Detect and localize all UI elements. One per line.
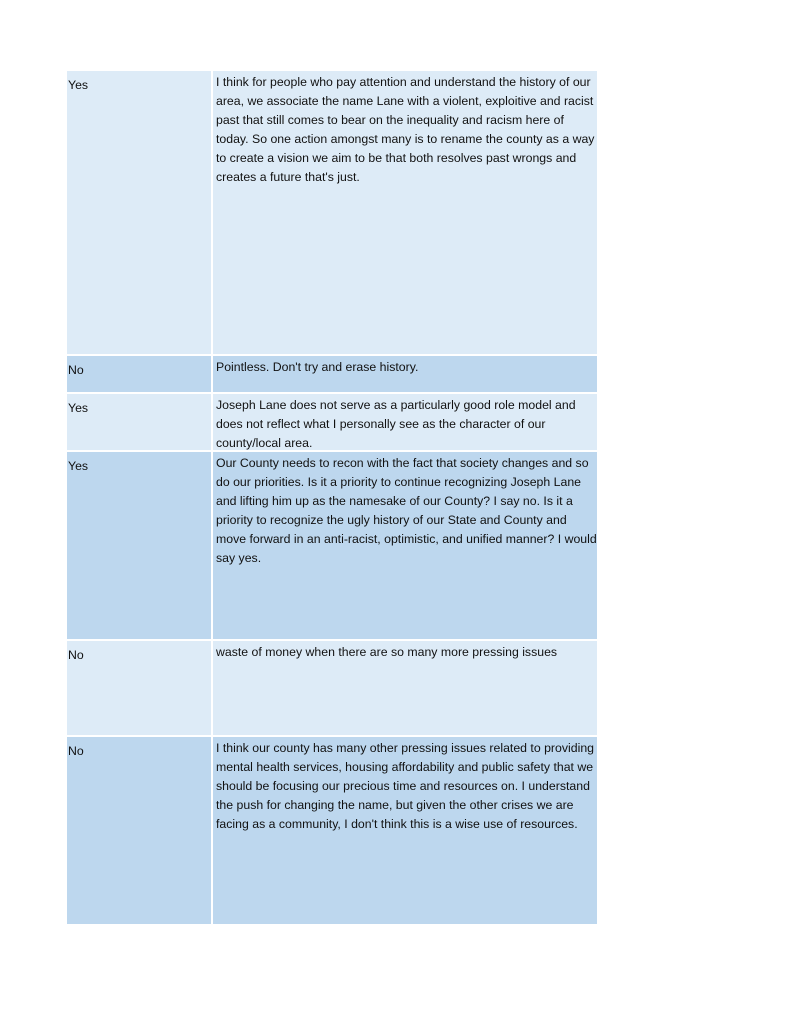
- comment-text: Our County needs to recon with the fact that society changes and so do our priorities. Is it a priority to continue recognizing Joseph Lane and lifting him up as the namesake of our County? I say no. Is it a priority to recognize the ugly history of our State and County and move forward in an anti-racist, optimistic, and unified manner? I would say yes.: [216, 456, 597, 565]
- answer-text: Yes: [68, 78, 89, 92]
- answer-text: Yes: [68, 459, 89, 473]
- comment-cell: [213, 452, 597, 639]
- table-row: [67, 641, 597, 737]
- comment-text: waste of money when there are so many more pressing issues: [216, 645, 558, 659]
- comment-text: Pointless. Don't try and erase history.: [216, 360, 419, 374]
- comment-text: I think our county has many other pressing issues related to providing mental health services, housing affordability and public safety that we should be focusing our precious time and resources on. I understand the push for changing the name, but given the other crises we are facing as a community, I don't think this is a wise use of resources.: [216, 741, 594, 831]
- comment-cell: [213, 356, 597, 392]
- response-table: [67, 71, 597, 924]
- table-row: [67, 71, 597, 356]
- comment-text: Joseph Lane does not serve as a particularly good role model and does not reflect what I personally see as the character of our county/local area.: [216, 398, 576, 450]
- table-row: [67, 452, 597, 641]
- answer-text: Yes: [68, 401, 89, 415]
- answer-cell: [67, 394, 213, 450]
- comment-cell: [213, 737, 597, 924]
- comment-text: I think for people who pay attention and understand the history of our area, we associate the name Lane with a violent, exploitive and racist past that still comes to bear on the inequality and racism here of today. So one action amongst many is to rename the county as a way to create a vision we aim to be that both resolves past wrongs and creates a future that's just.: [216, 75, 595, 184]
- table-row: [67, 394, 597, 452]
- comment-cell: [213, 641, 597, 735]
- table-row: [67, 737, 597, 924]
- answer-cell: [67, 737, 213, 924]
- answer-cell: [67, 641, 213, 735]
- answer-text: No: [68, 363, 84, 377]
- comment-cell: [213, 394, 597, 450]
- answer-cell: [67, 452, 213, 639]
- comment-cell: [213, 71, 597, 354]
- answer-text: No: [68, 648, 84, 662]
- answer-text: No: [68, 744, 84, 758]
- answer-cell: [67, 71, 213, 354]
- answer-cell: [67, 356, 213, 392]
- table-row: [67, 356, 597, 394]
